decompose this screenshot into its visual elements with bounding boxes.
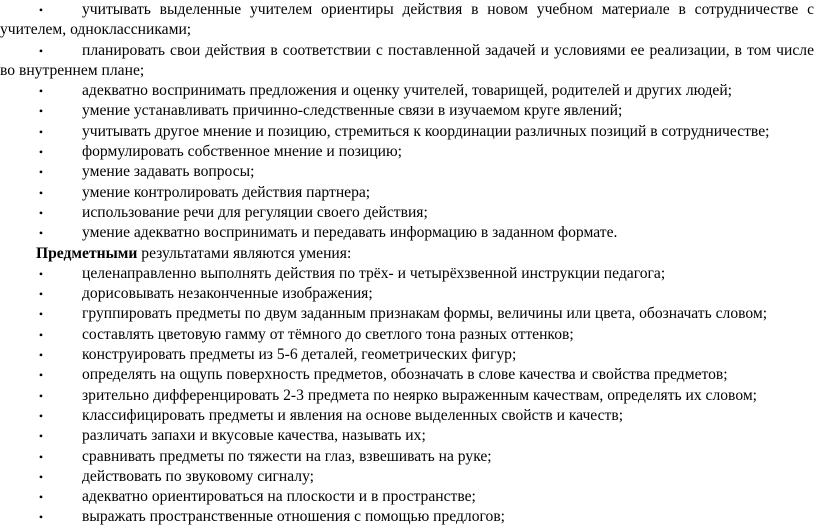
bullet-icon: • [38, 84, 44, 99]
list-item [0, 426, 816, 446]
bullet-icon: • [38, 429, 44, 444]
list-item [0, 447, 816, 467]
list-item [0, 142, 816, 162]
bullet-icon: • [38, 287, 44, 302]
communicative-results-list [0, 0, 816, 244]
list-item-text: адекватно воспринимать предложения и оценку учителей, товарищей, родителей и других людей; [82, 82, 733, 100]
list-item-text: выражать пространственные отношения с помощью предлогов; [82, 508, 506, 526]
list-item [0, 203, 816, 223]
list-item-text: умение адекватно воспринимать и передавать информацию в заданном формате. [82, 224, 618, 242]
list-item [0, 41, 816, 82]
bullet-icon: • [38, 185, 44, 200]
subject-results-heading-bold: Предметными [36, 244, 138, 262]
list-item-text: использование речи для регуляции своего действия; [82, 203, 428, 221]
bullet-icon: • [38, 124, 44, 139]
bullet-icon: • [38, 510, 44, 525]
bullet-icon: • [38, 104, 44, 119]
list-item-text: конструировать предметы из 5-6 деталей, геометрических фигур; [82, 346, 517, 364]
list-item-text: учитывать другое мнение и позицию, стремиться к координации различных позиций в сотрудничестве; [82, 122, 770, 140]
list-item-text: умение устанавливать причинно-следственные связи в изучаемом круге явлений; [82, 102, 623, 120]
list-item [0, 507, 816, 527]
list-item [0, 304, 816, 324]
list-item-text: зрительно дифференцировать 2-3 предмета по неярко выраженным качествам, определять их словом; [82, 386, 758, 404]
list-item-text: определять на ощупь поверхность предметов, обозначать в слове качества и свойства предметов; [82, 366, 728, 384]
bullet-icon: • [38, 3, 44, 17]
list-item-text: планировать свои действия в соответствии с поставленной задачей и условиями ее реализации, в том числе во внутреннем плане; [0, 41, 814, 79]
list-item-text: различать запахи и вкусовые качества, называть их; [82, 427, 426, 445]
list-item [0, 223, 816, 243]
list-item [0, 406, 816, 426]
list-item [0, 365, 816, 385]
bullet-icon: • [38, 408, 44, 423]
list-item-text: группировать предметы по двум заданным признакам формы, величины или цвета, обозначать словом; [82, 305, 768, 323]
bullet-icon: • [38, 165, 44, 180]
bullet-icon: • [38, 307, 44, 322]
list-item-text: дорисовывать незаконченные изображения; [82, 285, 373, 303]
bullet-icon: • [38, 145, 44, 160]
subject-results-heading [0, 244, 816, 264]
bullet-icon: • [38, 368, 44, 383]
list-item-text: умение задавать вопросы; [82, 163, 255, 181]
bullet-icon: • [38, 469, 44, 484]
list-item-text: составлять цветовую гамму от тёмного до светлого тона разных оттенков; [82, 325, 574, 343]
bullet-icon: • [38, 490, 44, 505]
list-item [0, 264, 816, 284]
list-item [0, 101, 816, 121]
bullet-icon: • [38, 327, 44, 342]
bullet-icon: • [38, 388, 44, 403]
subject-results-list [0, 264, 816, 528]
list-item [0, 467, 816, 487]
list-item-text: сравнивать предметы по тяжести на глаз, взвешивать на руке; [82, 447, 492, 465]
bullet-icon: • [38, 266, 44, 281]
list-item [0, 325, 816, 345]
list-item [0, 487, 816, 507]
bullet-icon: • [38, 43, 44, 58]
list-item [0, 345, 816, 365]
list-item [0, 122, 816, 142]
list-item [0, 386, 816, 406]
subject-results-heading-rest: результатами являются умения: [137, 244, 352, 262]
list-item [0, 162, 816, 182]
list-item-text: классифицировать предметы и явления на основе выделенных свойств и качеств; [82, 406, 624, 424]
list-item [0, 81, 816, 101]
list-item-text: адекватно ориентироваться на плоскости и в пространстве; [82, 488, 476, 506]
bullet-icon: • [38, 449, 44, 464]
list-item-text: учитывать выделенные учителем ориентиры действия в новом учебном материале в сотрудничестве с учителем, одноклассниками; [0, 1, 814, 39]
bullet-icon: • [38, 205, 44, 220]
list-item-text: формулировать собственное мнение и позицию; [82, 143, 402, 161]
bullet-icon: • [38, 226, 44, 241]
list-item [0, 0, 816, 41]
list-item-text: действовать по звуковому сигналу; [82, 467, 314, 485]
bullet-icon: • [38, 348, 44, 363]
list-item [0, 183, 816, 203]
list-item [0, 284, 816, 304]
list-item-text: умение контролировать действия партнера; [82, 183, 371, 201]
list-item-text: целенаправленно выполнять действия по трёх- и четырёхзвенной инструкции педагога; [82, 264, 666, 282]
